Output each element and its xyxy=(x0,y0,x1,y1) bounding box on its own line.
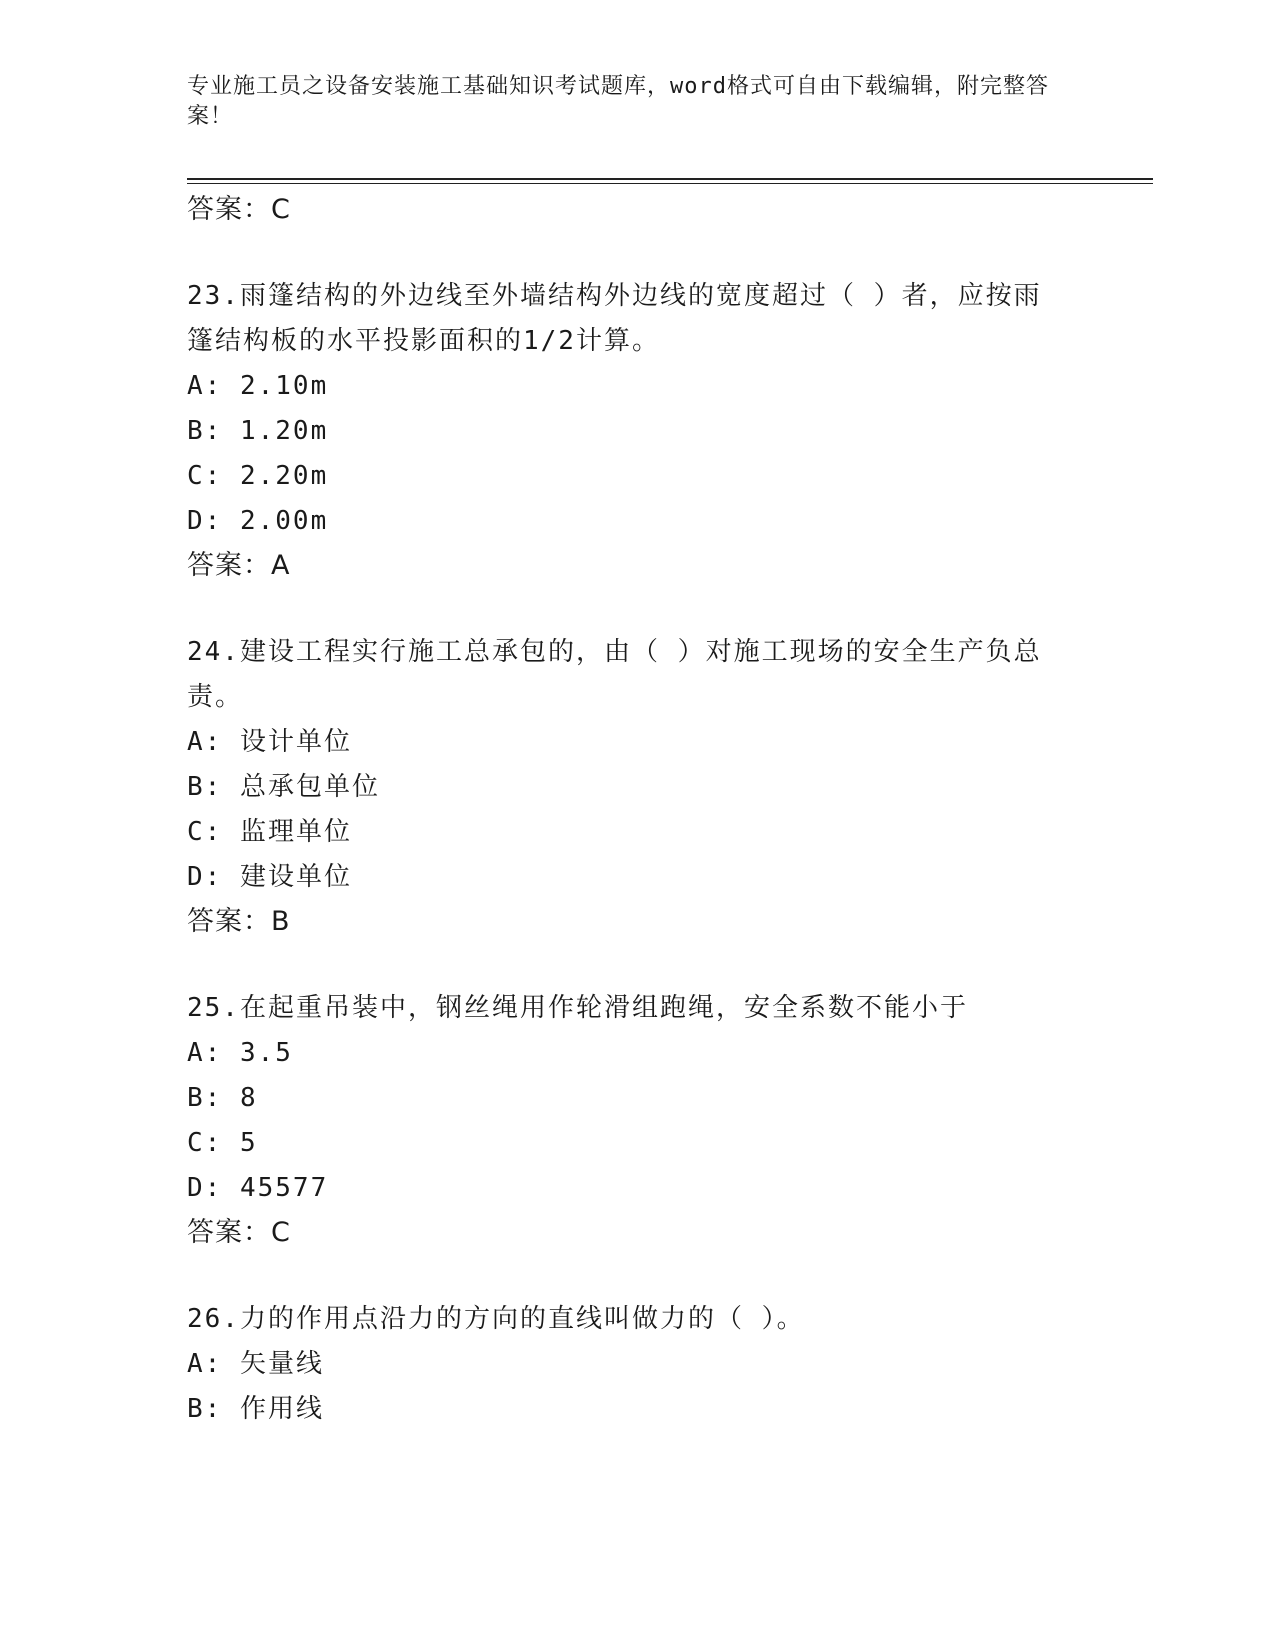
option-c: C: 2.20m xyxy=(187,461,329,491)
question-text: 26.力的作用点沿力的方向的直线叫做力的（ ）。 xyxy=(187,1304,805,1334)
question-item xyxy=(187,1297,1067,1432)
option-c: C: 5 xyxy=(187,1128,258,1158)
question-item xyxy=(187,274,1067,588)
option-d: D: 2.00m xyxy=(187,506,329,536)
option-d: D: 建设单位 xyxy=(187,862,352,892)
header-rule-thin xyxy=(187,183,1153,184)
option-b: B: 作用线 xyxy=(187,1394,324,1424)
question-list xyxy=(187,188,1067,1432)
answer-line: 答案：C xyxy=(187,194,291,225)
option-a: A: 3.5 xyxy=(187,1038,293,1068)
answer-line: 答案：B xyxy=(187,906,291,937)
header-rule-thick xyxy=(187,178,1153,180)
option-b: B: 1.20m xyxy=(187,416,329,446)
answer-line: 答案：A xyxy=(187,550,291,581)
option-b: B: 总承包单位 xyxy=(187,772,380,802)
option-c: C: 监理单位 xyxy=(187,817,352,847)
option-d: D: 45577 xyxy=(187,1173,329,1203)
option-a: A: 2.10m xyxy=(187,371,329,401)
question-item xyxy=(187,630,1067,944)
option-b: B: 8 xyxy=(187,1083,258,1113)
question-item xyxy=(187,986,1067,1255)
option-a: A: 设计单位 xyxy=(187,727,352,757)
question-text: 24.建设工程实行施工总承包的，由（ ）对施工现场的安全生产负总责。 xyxy=(187,637,1042,712)
page-header: 专业施工员之设备安装施工基础知识考试题库，word格式可自由下载编辑，附完整答案！ xyxy=(187,74,1049,129)
question-text: 25.在起重吊装中，钢丝绳用作轮滑组跑绳，安全系数不能小于 xyxy=(187,993,968,1023)
answer-line: 答案：C xyxy=(187,1217,291,1248)
question-text: 23.雨篷结构的外边线至外墙结构外边线的宽度超过（ ）者，应按雨篷结构板的水平投影面积的1/2计算。 xyxy=(187,281,1042,356)
option-a: A: 矢量线 xyxy=(187,1349,324,1379)
